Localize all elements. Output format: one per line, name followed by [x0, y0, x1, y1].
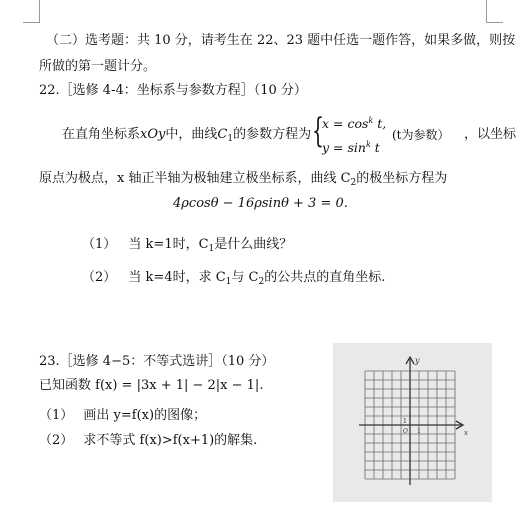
page-corner-mark-right — [486, 0, 503, 23]
graph-tick-x1: 1 — [417, 428, 421, 435]
param-eq-y-t: t — [374, 140, 380, 155]
q22-intro-b: 中，曲线 — [165, 127, 218, 142]
q22-intro-c: 的参数方程为 — [233, 127, 312, 142]
param-eq-y-text: y = sin — [322, 140, 366, 155]
q22-part2-text: 当 k=4时，求 C — [128, 270, 226, 285]
graph-origin: O — [403, 428, 408, 435]
q23-part2 — [39, 433, 257, 449]
q23-part2-num: （2） — [39, 433, 74, 448]
param-eq-y — [322, 140, 380, 155]
q22-curve-c: C — [217, 127, 228, 142]
graph-x-label: x — [464, 429, 468, 437]
page-corner-mark-left — [23, 0, 40, 23]
graph-grid — [333, 343, 492, 502]
q23-part1 — [39, 408, 206, 424]
param-eq-x: $x = \cos^k t$, — [322, 116, 387, 131]
q22-intro — [62, 127, 311, 147]
param-eq-x-text: x = cos — [322, 116, 369, 131]
q22-part2 — [82, 270, 385, 290]
param-note: (t为参数） — [392, 128, 450, 142]
q23-part1-text: 画出 y=f(x)的图像； — [83, 408, 207, 423]
q22-intro-a: 在直角坐标系 — [62, 127, 141, 142]
graph-paper-image — [333, 343, 492, 502]
graph-tick-y1: 1 — [403, 418, 407, 425]
q22-part1-text: 当 k=1时，C — [128, 237, 209, 252]
q22-line2-sub: 2 — [350, 178, 357, 188]
q23-title: 23.［选修 4−5：不等式选讲］（10 分） — [39, 354, 275, 369]
q22-part1 — [82, 237, 292, 257]
q22-part2-mid: 与 C — [231, 270, 259, 285]
polar-equation: 4ρcosθ − 16ρsinθ + 3 = 0. — [173, 196, 348, 211]
section-header: （二）选考题：共 10 分，请考生在 22、23 题中任选一题作答，如果多做，则按 — [46, 33, 516, 48]
q23-part2-text: 求不等式 f(x)>f(x+1)的解集. — [83, 433, 258, 448]
q22-intro-d: ，以坐标 — [464, 127, 517, 142]
param-eq-y-exp: k — [365, 140, 371, 149]
q22-line2-end: 的极坐标方程为 — [356, 171, 448, 186]
q22-part2-sub1: 1 — [225, 277, 232, 287]
q22-title: 22.［选修 4-4：坐标系与参数方程］（10 分） — [39, 83, 307, 98]
q22-part2-num: （2） — [82, 270, 117, 285]
graph-y-label: y — [415, 356, 420, 365]
q22-part2-end: 的公共点的直角坐标. — [264, 270, 386, 285]
q22-part1-num: （1） — [82, 237, 117, 252]
q23-part1-num: （1） — [39, 408, 74, 423]
q22-part1-sub: 1 — [208, 244, 215, 254]
param-eq-x-t: t — [377, 116, 383, 131]
q22-part1-end: 是什么曲线？ — [214, 237, 293, 252]
q22-part2-sub2: 2 — [258, 277, 265, 287]
param-brace: { — [312, 111, 324, 151]
q22-line2-text: 原点为极点，x 轴正半轴为极轴建立极坐标系，曲线 C — [39, 171, 351, 186]
q23-function: 已知函数 f(x) = |3x + 1| − 2|x − 1|. — [39, 378, 264, 393]
section-header-cont: 所做的第一题计分。 — [39, 59, 157, 74]
q22-intro-xoy: xOy — [140, 127, 166, 142]
param-eq-x-exp: k — [368, 116, 374, 125]
q22-curve-c1-sub: 1 — [227, 134, 234, 144]
axes — [359, 357, 463, 485]
q22-line2 — [39, 171, 447, 191]
